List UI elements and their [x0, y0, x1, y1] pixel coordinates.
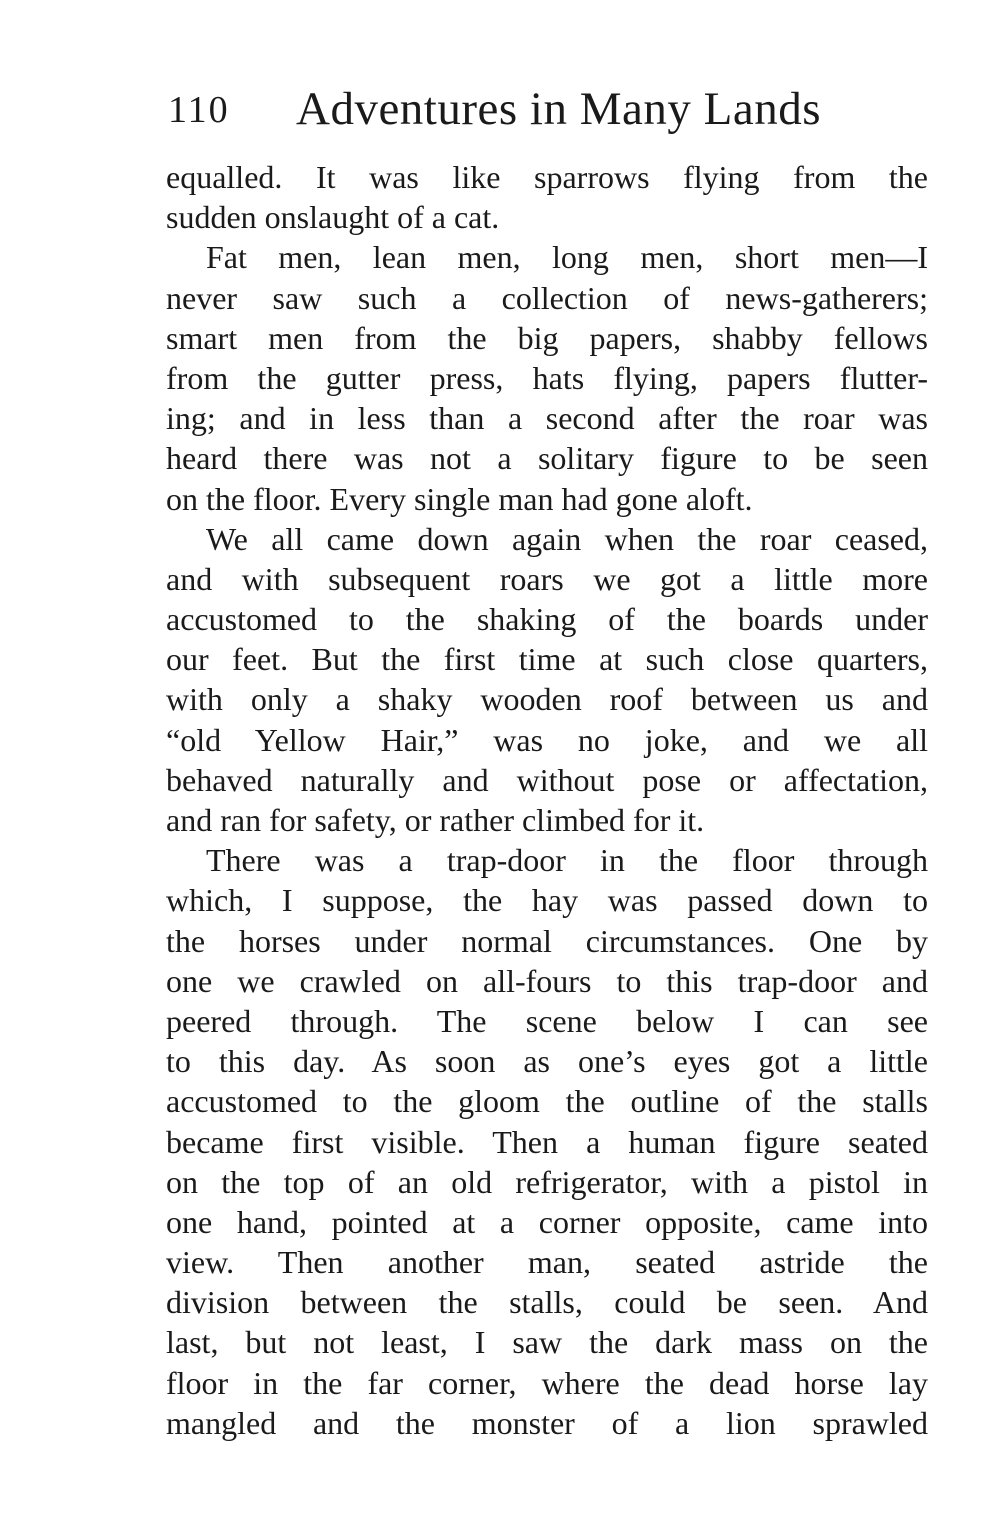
text-line: became first visible. Then a human figure seated	[166, 1123, 928, 1160]
text-line: and with subsequent roars we got a little more	[166, 560, 928, 597]
text-line: from the gutter press, hats flying, papers flutter-	[166, 359, 928, 396]
text-line: division between the stalls, could be seen. And	[166, 1284, 928, 1321]
paragraph-2	[166, 237, 928, 518]
text-line: with only a shaky wooden roof between us and	[166, 681, 928, 718]
text-line: one hand, pointed at a corner opposite, came into	[166, 1203, 928, 1240]
text-line: one we crawled on all-fours to this trap-door and	[166, 962, 928, 999]
running-head	[168, 82, 928, 142]
text-line: accustomed to the shaking of the boards under	[166, 601, 928, 638]
text-line: equalled. It was like sparrows flying from the	[166, 159, 928, 195]
text-line: never saw such a collection of news-gatherers;	[166, 279, 928, 316]
text-line: Fat men, lean men, long men, short men—I	[206, 239, 928, 276]
text-line: to this day. As soon as one’s eyes got a little	[166, 1043, 928, 1080]
text-line: smart men from the big papers, shabby fellows	[166, 319, 928, 356]
paragraph-3	[166, 519, 928, 841]
text-line: heard there was not a solitary figure to be seen	[166, 440, 928, 477]
text-line: We all came down again when the roar ceased,	[206, 520, 928, 557]
text-line: on the floor. Every single man had gone aloft.	[166, 480, 753, 517]
text-line: “old Yellow Hair,” was no joke, and we all	[166, 721, 928, 758]
text-line: last, but not least, I saw the dark mass on the	[166, 1324, 928, 1361]
text-line: There was a trap-door in the floor through	[206, 842, 928, 879]
text-line: the horses under normal circumstances. One by	[166, 922, 928, 959]
paragraph-1	[166, 157, 928, 237]
text-line: view. Then another man, seated astride the	[166, 1244, 928, 1281]
text-line: accustomed to the gloom the outline of the stalls	[166, 1083, 928, 1120]
page-number: 110	[168, 89, 230, 131]
book-title: Adventures in Many Lands	[296, 83, 821, 135]
body-text	[166, 157, 928, 1443]
text-line: mangled and the monster of a lion sprawled	[166, 1404, 928, 1441]
text-line: peered through. The scene below I can see	[166, 1002, 928, 1039]
text-line: ing; and in less than a second after the roar was	[166, 400, 928, 437]
text-line: behaved naturally and without pose or affectation,	[166, 761, 928, 798]
text-line: on the top of an old refrigerator, with a pistol in	[166, 1163, 928, 1200]
text-line: floor in the far corner, where the dead horse lay	[166, 1364, 928, 1401]
text-line: and ran for safety, or rather climbed for it.	[166, 802, 705, 838]
text-line: sudden onslaught of a cat.	[166, 199, 500, 236]
text-line: which, I suppose, the hay was passed down to	[166, 882, 928, 919]
text-line: our feet. But the first time at such close quarters,	[166, 641, 928, 678]
paragraph-4	[166, 840, 928, 1443]
